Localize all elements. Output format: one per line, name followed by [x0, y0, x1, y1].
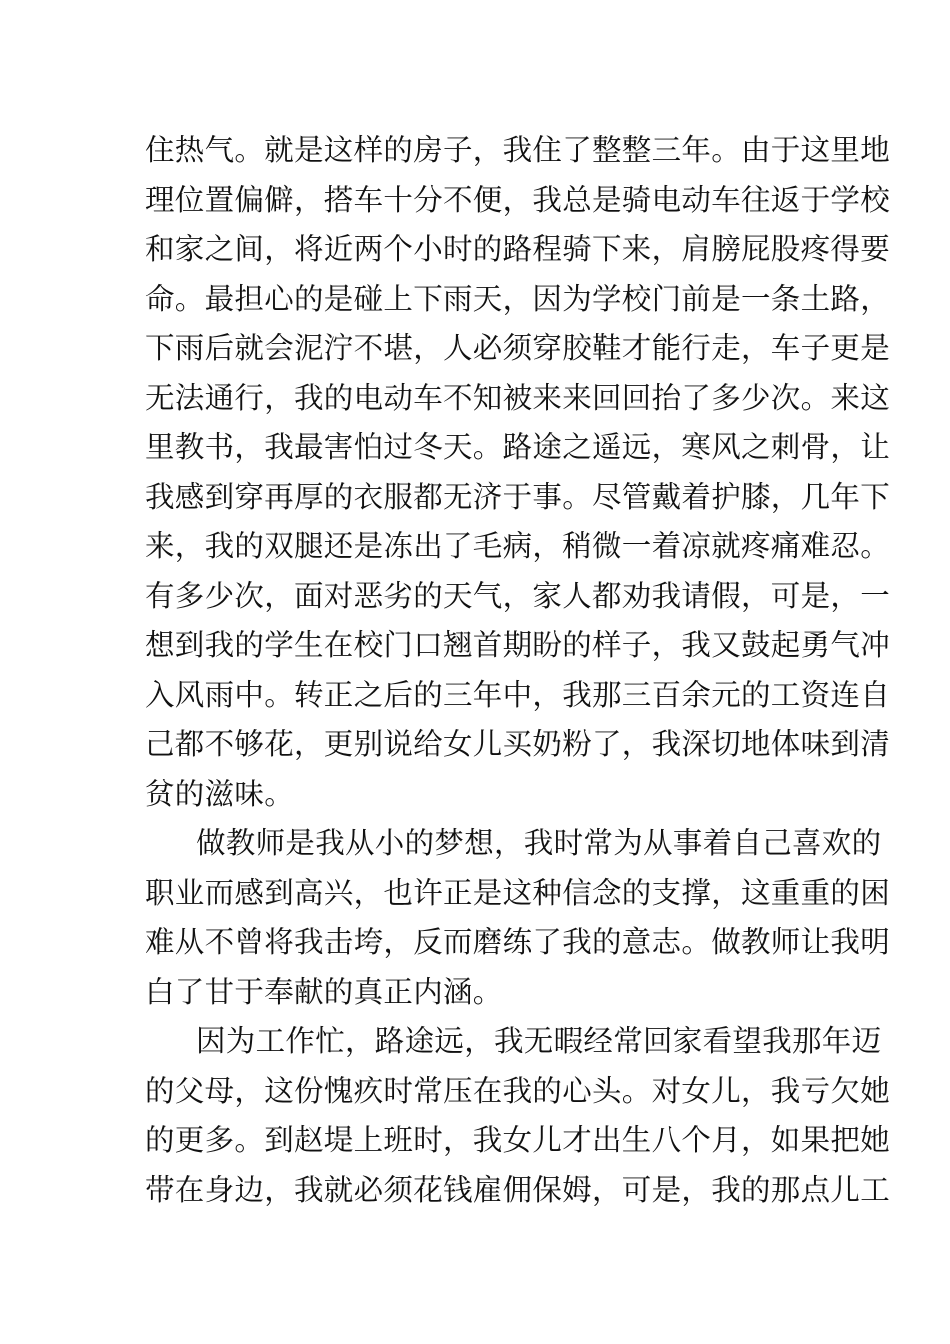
text-line: 白了甘于奉献的真正内涵。 [145, 974, 503, 1009]
text-line: 己都不够花，更别说给女儿买奶粉了，我深切地体味到清 [145, 727, 891, 761]
text-line: 和家之间，将近两个小时的路程骑下来，肩膀屁股疼得要 [145, 232, 891, 266]
body-text [145, 126, 891, 1215]
text-line: 下雨后就会泥泞不堪，人必须穿胶鞋才能行走，车子更是 [145, 331, 891, 365]
text-line: 职业而感到高兴，也许正是这种信念的支撑，这重重的困 [145, 875, 891, 910]
text-line: 带在身边，我就必须花钱雇佣保姆，可是，我的那点儿工 [145, 1172, 891, 1207]
text-line: 的更多。到赵堤上班时，我女儿才出生八个月，如果把她 [145, 1123, 891, 1157]
text-line: 来，我的双腿还是冻出了毛病，稍微一着凉就疼痛难忍。 [145, 529, 891, 563]
text-line: 贫的滋味。 [145, 776, 295, 811]
text-line: 难从不曾将我击垮，反而磨练了我的意志。做教师让我明 [145, 925, 891, 959]
text-line: 的父母，这份愧疚时常压在我的心头。对女儿，我亏欠她 [145, 1073, 891, 1108]
text-line: 命。最担心的是碰上下雨天，因为学校门前是一条土路， [145, 281, 891, 316]
paragraph-first-line: 做教师是我从小的梦想，我时常为从事着自己喜欢的 [196, 826, 882, 860]
text-line: 无法通行，我的电动车不知被来来回回抬了多少次。来这 [145, 380, 891, 415]
text-line: 住热气。就是这样的房子，我住了整整三年。由于这里地 [145, 133, 891, 167]
text-line: 理位置偏僻，搭车十分不便，我总是骑电动车往返于学校 [145, 182, 891, 217]
text-line: 想到我的学生在校门口翘首期盼的样子，我又鼓起勇气冲 [145, 628, 891, 662]
paragraph-first-line: 因为工作忙，路途远，我无暇经常回家看望我那年迈 [196, 1024, 882, 1058]
text-line: 入风雨中。转正之后的三年中，我那三百余元的工资连自 [145, 677, 891, 712]
text-line: 有多少次，面对恶劣的天气，家人都劝我请假，可是，一 [145, 578, 891, 613]
text-line: 里教书，我最害怕过冬天。路途之遥远，寒风之刺骨，让 [145, 430, 891, 464]
text-line: 我感到穿再厚的衣服都无济于事。尽管戴着护膝，几年下 [145, 479, 891, 514]
